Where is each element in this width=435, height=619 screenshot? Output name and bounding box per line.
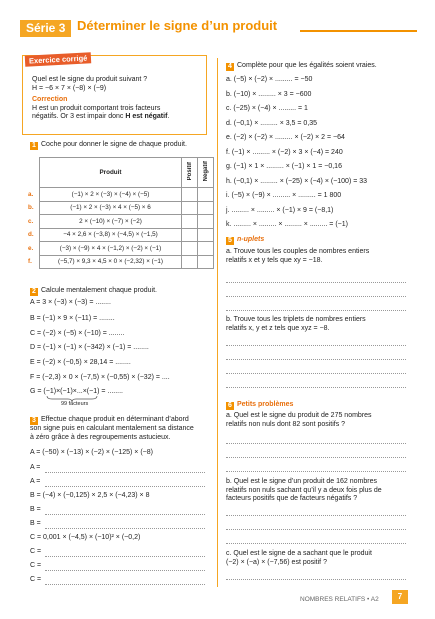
exercise-4-heading: 4 Complète pour que les égalités soient vraies. [226,62,377,71]
calc-line-g[interactable]: G = (−1)×(−1)×...×(−1) = ........ [30,388,123,395]
ex3-line[interactable]: C = [30,576,42,583]
question-line: Quel est le signe du produit suivant ? [32,76,148,83]
exercice-corrige-tag: Exercice corrigé [25,52,92,66]
row-label: f. [28,258,32,266]
exercise-3-heading: 3 Effectue chaque produit en déterminant d’abord son signe puis en calculant mentalement sa distance à zéro grâce à des regroupements astucieux. [30,416,194,441]
ex5-question-b: b. Trouve tous les triplets de nombres entiers relatifs x, y et z tels que xyz = −8. [226,316,366,332]
row-expression: (−1) × 2 × (−3) × (−4) × (−5) [40,188,182,202]
negatif-checkbox[interactable] [198,255,214,269]
ex3-line[interactable]: B = [30,506,41,513]
positif-checkbox[interactable] [182,188,198,202]
page-title: Déterminer le signe d’un produit [77,18,278,33]
equality-line[interactable]: i. (−5) × (−9) × ......... × ......... = 1 800 [226,192,342,199]
ex3-line[interactable]: C = 0,001 × (−4,5) × (−10)² × (−0,2) [30,534,141,541]
ex6-question-a: a. Quel est le signe du produit de 275 nombres relatifs non nuls dont 82 sont positifs ? [226,412,372,428]
ex3-line[interactable]: A = [30,464,41,471]
ex3-line[interactable]: B = [30,520,41,527]
positif-checkbox[interactable] [182,242,198,256]
column-divider [217,58,218,587]
ex3-line[interactable]: C = [30,562,42,569]
negatif-checkbox[interactable] [198,201,214,215]
equality-line[interactable]: g. (−1) × 1 × ......... × (−1) × 1 = −0,16 [226,163,342,170]
header-positif: Positif [182,158,198,188]
row-expression: −4 × 2,6 × (−3,8) × (−4,5) × (−1,5) [40,228,182,242]
calc-line-d[interactable]: D = (−1) × (−1) × (−342) × (−1) = ........ [30,344,149,351]
row-expression: (−3) × (−9) × 4 × (−1,2) × (−2) × (−1) [40,242,182,256]
exercice-corrige-box [22,55,207,135]
row-label: e. [28,244,34,252]
calc-line-f[interactable]: F = (−2,3) × 0 × (−7,5) × (−0,55) × (−32) = .... [30,374,170,381]
row-expression: (−1) × 2 × (−3) × 4 × (−5) × 6 [40,201,182,215]
equality-line[interactable]: f. (−1) × ......... × (−2) × 3 × (−4) = 240 [226,149,343,156]
exercise-1-heading: 1 Coche pour donner le signe de chaque produit. [30,141,187,150]
equality-line[interactable]: b. (−10) × ......... × 3 = −600 [226,91,312,98]
ex3-line[interactable]: A = (−50) × (−13) × (−2) × (−125) × (−8) [30,449,153,456]
row-label: a. [28,190,34,198]
ex6-question-c: c. Quel est le signe de a sachant que le produit (−2) × (−a) × (−7,56) est positif ? [226,550,372,566]
page-number: 7 [392,590,408,604]
equality-line[interactable]: e. (−2) × (−2) × ......... × (−2) × 2 = −64 [226,134,345,141]
positif-checkbox[interactable] [182,228,198,242]
negatif-checkbox[interactable] [198,242,214,256]
ex3-line[interactable]: A = [30,478,41,485]
row-label: b. [28,204,34,212]
calc-line-e[interactable]: E = (−2) × (−0,5) × 28,14 = ........ [30,359,131,366]
row-expression: (−5,7) × 9,3 × 4,5 × 0 × (−2,32) × (−1) [40,255,182,269]
brace-label: 99 facteurs [61,401,89,407]
calc-line-c[interactable]: C = (−2) × (−5) × (−10) = ........ [30,330,125,337]
equality-line[interactable]: h. (−0,1) × ......... × (−25) × (−4) × (−100) = 33 [226,178,368,185]
ex3-line[interactable]: B = (−4) × (−0,125) × 2,5 × (−4,23) × 8 [30,492,150,499]
correction-line: négatifs. Or 3 est impair donc H est négatif. [32,113,170,120]
footer-chapter: NOMBRES RELATIFS • A2 [300,596,379,603]
equality-line[interactable]: k. ......... × ......... × ......... × ......... = (−1) [226,221,348,228]
positif-checkbox[interactable] [182,201,198,215]
ex3-line[interactable]: C = [30,548,42,555]
positif-checkbox[interactable] [182,215,198,229]
correction-line: H est un produit comportant trois facteurs [32,104,161,112]
calc-line-a[interactable]: A = 3 × (−3) × (−3) = ........ [30,299,111,306]
correction-label: Correction [32,96,68,103]
calc-line-b[interactable]: B = (−1) × 9 × (−11) = ........ [30,315,115,322]
negatif-checkbox[interactable] [198,215,214,229]
sign-table [26,157,214,269]
positif-checkbox[interactable] [182,255,198,269]
equality-line[interactable]: j. ......... × ......... × (−1) × 9 = (−8,1) [226,207,334,214]
exercise-6-heading: 6 Petits problèmes [226,401,293,410]
row-label: d. [28,231,34,239]
title-rule [300,30,417,32]
equality-line[interactable]: a. (−5) × (−2) × ......... = −50 [226,76,313,83]
row-expression: 2 × (−10) × (−7) × (−2) [40,215,182,229]
negatif-checkbox[interactable] [198,228,214,242]
row-label: c. [28,217,34,225]
serie-badge: Série 3 [20,20,71,37]
negatif-checkbox[interactable] [198,188,214,202]
equality-line[interactable]: c. (−25) × (−4) × ......... = 1 [226,105,308,112]
ex6-question-b: b. Quel est le signe d’un produit de 162 nombres relatifs non nuls sachant qu’il y a deux fois plus de facteurs positifs que de facteurs négatifs ? [226,478,382,502]
equality-line[interactable]: d. (−0,1) × ......... × 3,5 = 0,35 [226,120,318,127]
exercise-2-heading: 2 Calcule mentalement chaque produit. [30,287,157,296]
header-negatif: Négatif [198,158,214,188]
question-expression: H = −6 × 7 × (−8) × (−9) [32,84,107,92]
header-produit: Produit [40,158,182,188]
ex5-question-a: a. Trouve tous les couples de nombres entiers relatifs x et y tels que xy = −18. [226,248,370,264]
exercise-5-heading: 5 n-uplets [226,236,264,245]
